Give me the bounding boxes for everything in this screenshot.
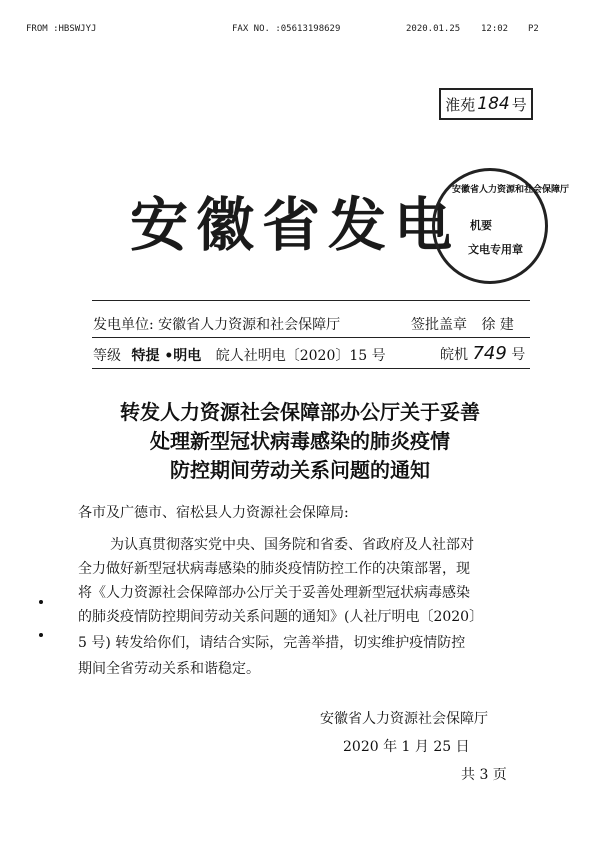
fax-number: FAX NO. :05613198629 (232, 24, 341, 34)
seal-middle-text: 机要 (470, 219, 492, 232)
header-rule-bottom (92, 368, 530, 369)
grade-label: 等级 (93, 348, 121, 364)
seal-top-text: 安徽省人力资源和社会保障厅 (452, 185, 570, 195)
fax-from: FROM :HBSWJYJ (26, 24, 97, 34)
signature-org: 安徽省人力资源社会保障厅 (320, 711, 488, 727)
serial-number: 184 (477, 94, 510, 114)
issuer-line (93, 314, 340, 334)
grade-level: 特提 •明电 (131, 348, 202, 364)
body-line-6: 期间全省劳动关系和谐稳定。 (78, 661, 260, 677)
page-count: 共 3 页 (461, 767, 507, 783)
seal-bottom-text: 文电专用章 (468, 243, 523, 256)
body-line-5: 5 号) 转发给你们，请结合实际，完善举措，切实维护疫情防控 (78, 635, 466, 651)
sign-line (411, 314, 514, 334)
fax-date: 2020.01.25 (406, 24, 461, 34)
doc-number: 皖人社明电〔2020〕15 号 (215, 348, 386, 364)
doc-title-line-1: 转发人力资源社会保障部办公厅关于妥善 (120, 400, 480, 424)
grade-line (93, 345, 386, 365)
issuer-label: 发电单位: (93, 317, 154, 333)
fax-page: P2 (528, 24, 539, 34)
body-line-2: 全力做好新型冠状病毒感染的肺炎疫情防控工作的决策部署，现 (78, 561, 470, 577)
fax-time: 12:02 (481, 24, 509, 34)
header-rule-top (92, 300, 530, 301)
doc-title-line-2: 处理新型冠状病毒感染的肺炎疫情 (150, 429, 450, 453)
masthead-title: 安徽省发电 (130, 191, 461, 259)
issuer-name: 安徽省人力资源和社会保障厅 (158, 317, 341, 333)
machine-label: 皖机 (440, 347, 468, 363)
scan-dot (39, 600, 43, 604)
serial-number-box (439, 88, 533, 120)
doc-title-line-3: 防控期间劳动关系问题的通知 (170, 458, 430, 482)
salutation: 各市及广德市、宿松县人力资源社会保障局: (78, 505, 349, 521)
body-line-3: 将《人力资源社会保障部办公厅关于妥善处理新型冠状病毒感染 (78, 585, 470, 601)
sign-label: 签批盖章 (411, 317, 467, 333)
machine-number-line (440, 343, 525, 364)
body-line-1: 为认真贯彻落实党中央、国务院和省委、省政府及人社部对 (110, 537, 474, 553)
signer-name: 徐 建 (481, 317, 514, 333)
machine-number: 749 (472, 343, 507, 364)
serial-prefix: 淮苑 (445, 95, 476, 114)
body-line-4: 的肺炎疫情防控期间劳动关系问题的通知》(人社厅明电〔2020〕 (78, 609, 484, 625)
header-rule-middle (92, 337, 530, 338)
signature-date: 2020 年 1 月 25 日 (343, 739, 470, 755)
serial-suffix: 号 (511, 95, 527, 114)
machine-suffix: 号 (511, 347, 526, 363)
scan-dot (39, 633, 43, 637)
